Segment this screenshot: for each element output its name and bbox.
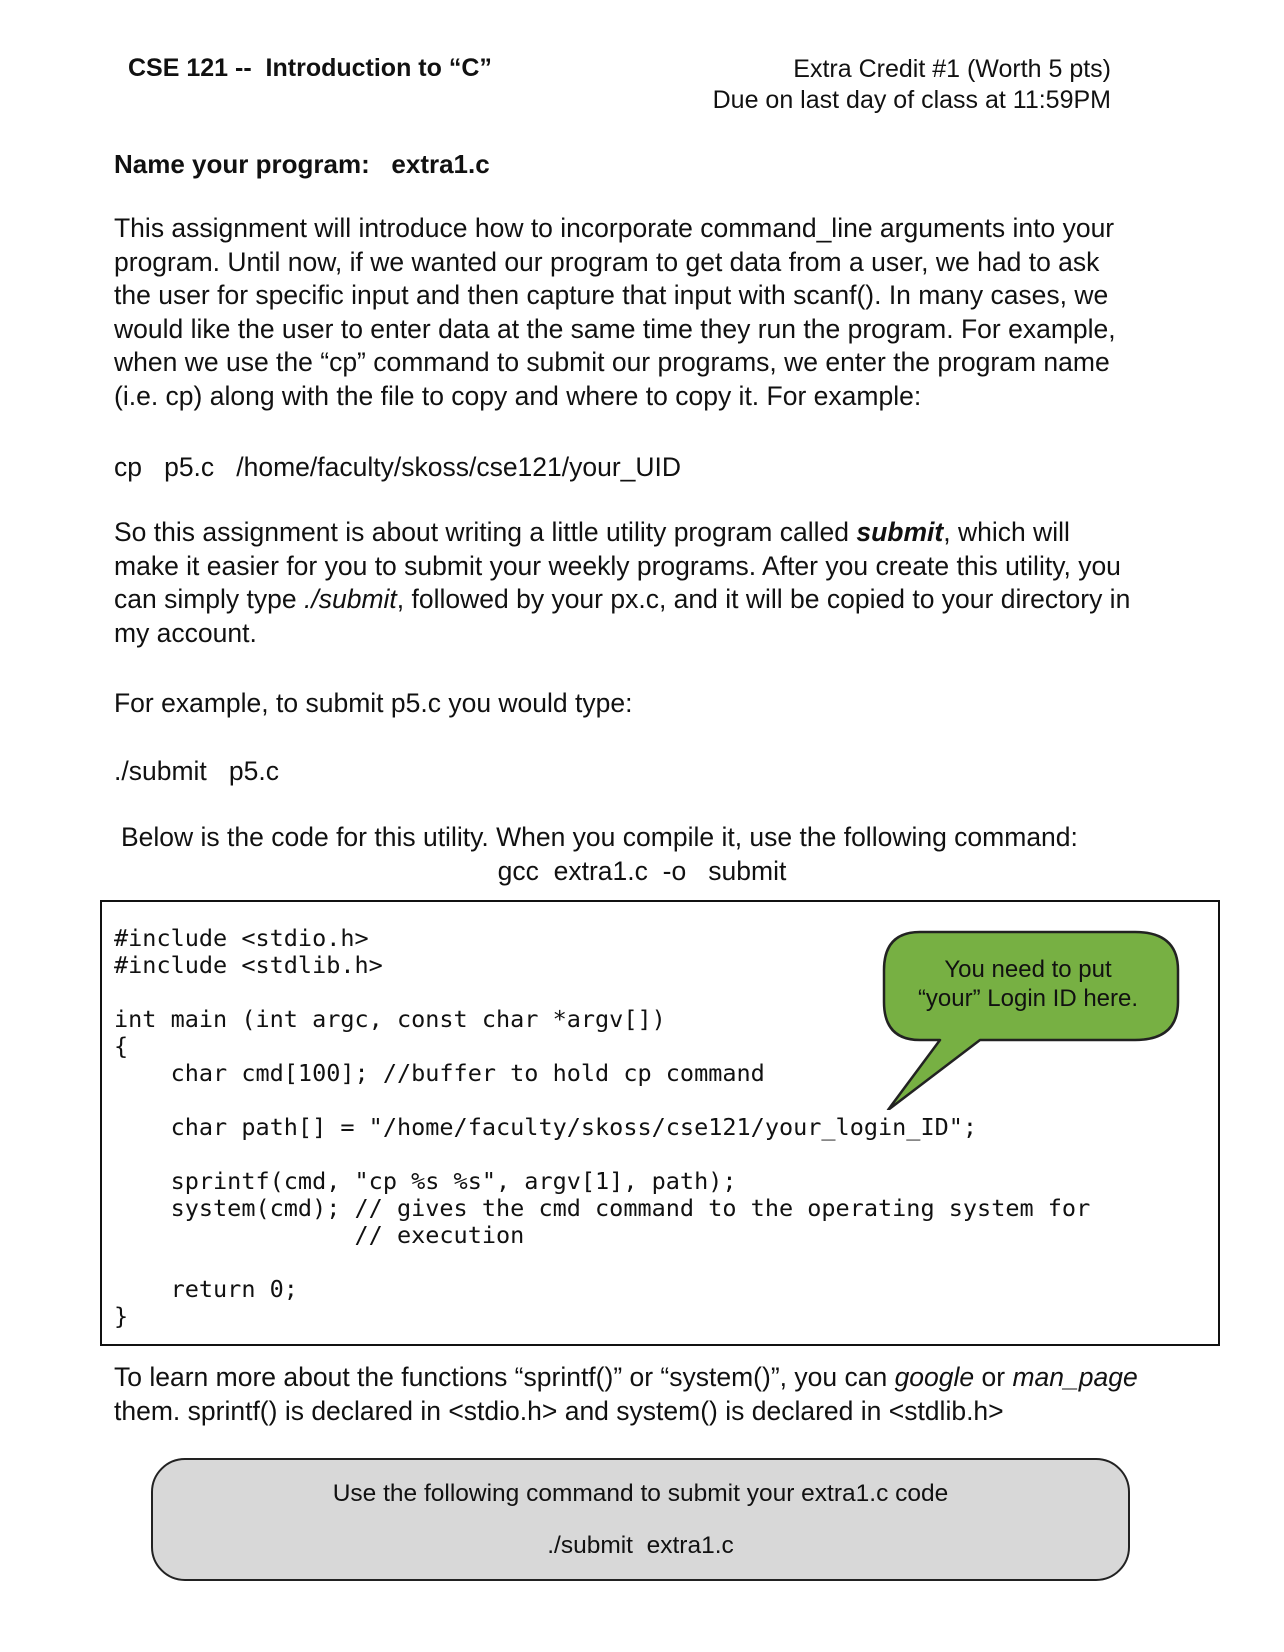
- code-line: char path[] = "/home/faculty/skoss/cse121/your_login_ID";: [114, 1113, 978, 1141]
- code-line: #include <stdio.h>: [114, 924, 369, 952]
- google-emphasis: google: [894, 1362, 975, 1392]
- code-line: // execution: [114, 1221, 525, 1249]
- callout-line: You need to put: [944, 956, 1112, 983]
- intro-line: program. Until now, if we wanted our program to get data from a user, we had to ask: [114, 246, 1100, 277]
- code-line: }: [114, 1302, 129, 1330]
- code-line: char cmd[100]; //buffer to hold cp command: [114, 1059, 765, 1087]
- code-line: system(cmd); // gives the cmd command to the operating system for: [114, 1194, 1091, 1222]
- submit-paragraph: [114, 516, 1194, 650]
- code-line: {: [114, 1032, 129, 1060]
- intro-line: This assignment will introduce how to incorporate command_line arguments into your: [114, 213, 1115, 243]
- code-line: int main (int argc, const char *argv[]): [114, 1005, 666, 1033]
- submit-instruction: Use the following command to submit your extra1.c code: [332, 1480, 949, 1507]
- intro-line: when we use the “cp” command to submit our programs, we enter the program name: [114, 347, 1110, 377]
- learn-more-line: them. sprintf() is declared in <stdio.h> and system() is declared in <stdlib.h>: [114, 1395, 1004, 1426]
- submit-emphasis: submit: [856, 517, 944, 547]
- intro-paragraph: [114, 212, 1194, 413]
- learn-more-paragraph: [114, 1361, 1214, 1428]
- cp-example-command: cp p5.c /home/faculty/skoss/cse121/your_UID: [114, 452, 682, 482]
- intro-line: would like the user to enter data at the same time they run the program. For example,: [114, 313, 1116, 344]
- submit-paragraph-line: can simply type ./submit, followed by your px.c, and it will be copied to your directory in: [114, 584, 1131, 614]
- program-name-heading: Name your program: extra1.c: [114, 149, 490, 179]
- submit-instruction-box: [151, 1458, 1130, 1581]
- assignment-info: [713, 54, 1111, 116]
- submit-final-command: ./submit extra1.c: [547, 1532, 734, 1559]
- callout-text: [893, 955, 1163, 1013]
- code-line: return 0;: [114, 1275, 298, 1303]
- callout-line: “your” Login ID here.: [917, 985, 1139, 1012]
- intro-line: the user for specific input and then capture that input with scanf(). In many cases, we: [114, 280, 1109, 310]
- assignment-title: Extra Credit #1 (Worth 5 pts): [793, 55, 1111, 83]
- code-line: sprintf(cmd, "cp %s %s", argv[1], path);: [114, 1167, 737, 1195]
- code-line: #include <stdlib.h>: [114, 951, 383, 979]
- submit-paragraph-line: my account.: [114, 617, 257, 648]
- submit-command-emphasis: ./submit: [304, 584, 397, 614]
- due-date: Due on last day of class at 11:59PM: [712, 86, 1111, 114]
- course-title: CSE 121 -- Introduction to “C”: [128, 54, 492, 82]
- example-intro: For example, to submit p5.c you would type:: [114, 688, 633, 718]
- compile-command: gcc extra1.c -o submit: [497, 856, 787, 886]
- submit-paragraph-line: make it easier for you to submit your weekly programs. After you create this utility, you: [114, 550, 1121, 581]
- submit-paragraph-line: So this assignment is about writing a little utility program called submit, which will: [114, 517, 1070, 547]
- compile-intro: Below is the code for this utility. When you compile it, use the following command:: [121, 822, 1078, 852]
- man-page-emphasis: man_page: [1012, 1362, 1138, 1392]
- intro-line: (i.e. cp) along with the file to copy and where to copy it. For example:: [114, 380, 922, 411]
- learn-more-line: To learn more about the functions “sprintf()” or “system()”, you can google or man_page: [114, 1362, 1138, 1392]
- submit-example-command: ./submit p5.c: [114, 756, 279, 786]
